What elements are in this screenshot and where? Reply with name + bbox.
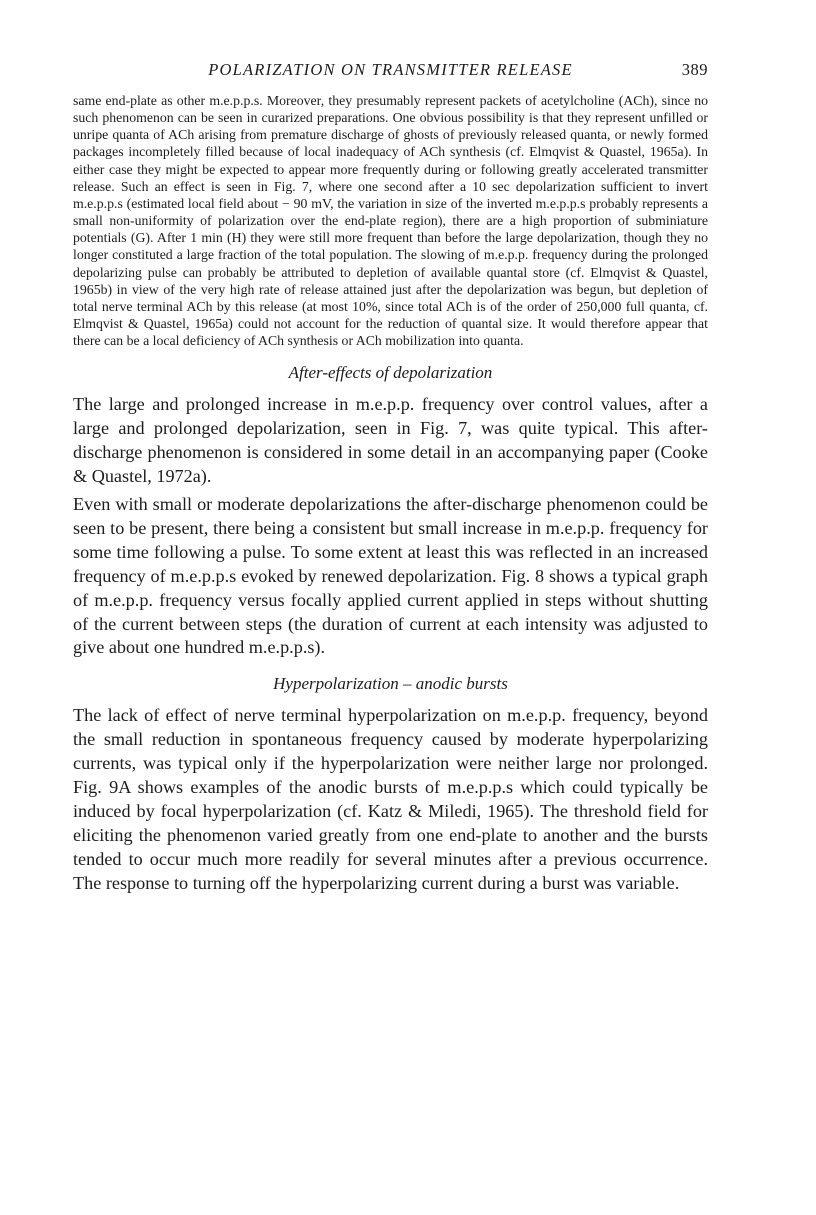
running-header [73, 60, 708, 84]
section-heading-hyperpolarization: Hyperpolarization – anodic bursts [273, 674, 508, 694]
paragraph-continued: same end-plate as other m.e.p.p.s. Moreover, they presumably represent packets of acetylcholine (ACh), since no such phenomenon can be seen in curarized preparations. One obvious possibility is that they represent unfilled or unripe quanta of ACh arising from premature discharge of ghosts of previously released quanta, or newly formed packages incompletely filled because of local inadequacy of ACh synthesis (cf. Elmqvist & Quastel, 1965a). In either case they might be expected to appear more frequently during or following greatly accelerated transmitter release. Such an effect is seen in Fig. 7, where one second after a 10 sec depolarization sufficient to invert m.e.p.p.s (estimated local field about − 90 mV, the variation in size of the inverted m.e.p.p.s probably represents a small non-uniformity of polarization over the end-plate region), there are a high proportion of subminiature potentials (G). After 1 min (H) they were still more frequent than before the large depolarization, though they no longer constituted a large fraction of the total population. The slowing of m.e.p.p. frequency during the prolonged depolarizing pulse can probably be attributed to depletion of available quantal store (cf. Elmqvist & Quastel, 1965b) in view of the very high rate of release attained just after the depolarization was begun, but depletion of total nerve terminal ACh by this release (at most 10%, since total ACh is of the order of 250,000 full quanta, cf. Elmqvist & Quastel, 1965a) could not account for the reduction of quantal size. It would therefore appear that there can be a local deficiency of ACh synthesis or ACh mobilization into quanta. [73, 93, 708, 349]
page-number: 389 [681, 60, 708, 79]
paragraph-after-effects-1: The large and prolonged increase in m.e.p.p. frequency over control values, after a large and prolonged depolarization, seen in Fig. 7, was quite typical. This after-discharge phenomenon is considered in some detail in an accompanying paper (Cooke & Quastel, 1972a). [73, 394, 708, 487]
running-title: POLARIZATION ON TRANSMITTER RELEASE [208, 60, 573, 79]
paragraph-hyperpolarization: The lack of effect of nerve terminal hyperpolarization on m.e.p.p. frequency, beyond the small reduction in spontaneous frequency caused by moderate hyperpolarizing currents, was typical only if the hyperpolarization were neither large nor prolonged. Fig. 9A shows examples of the anodic bursts of m.e.p.p.s which could typically be induced by focal hyperpolarization (cf. Katz & Miledi, 1965). The threshold field for eliciting the phenomenon varied greatly from one end-plate to another and the bursts tended to occur much more readily for several minutes after a previous occurrence. The response to turning off the hyperpolarizing current during a burst was variable. [73, 705, 708, 893]
section-heading-after-effects: After-effects of depolarization [288, 363, 493, 383]
page [73, 60, 708, 896]
paragraph-after-effects-2: Even with small or moderate depolarizations the after-discharge phenomenon could be seen to be present, there being a consistent but small increase in m.e.p.p. frequency for some time following a pulse. To some extent at least this was reflected in an increased frequency of m.e.p.p.s evoked by renewed depolarization. Fig. 8 shows a typical graph of m.e.p.p. frequency versus focally applied current applied in steps without shutting of the current between steps (the duration of current at each intensity was adjusted to give about one hundred m.e.p.p.s). [73, 493, 708, 658]
